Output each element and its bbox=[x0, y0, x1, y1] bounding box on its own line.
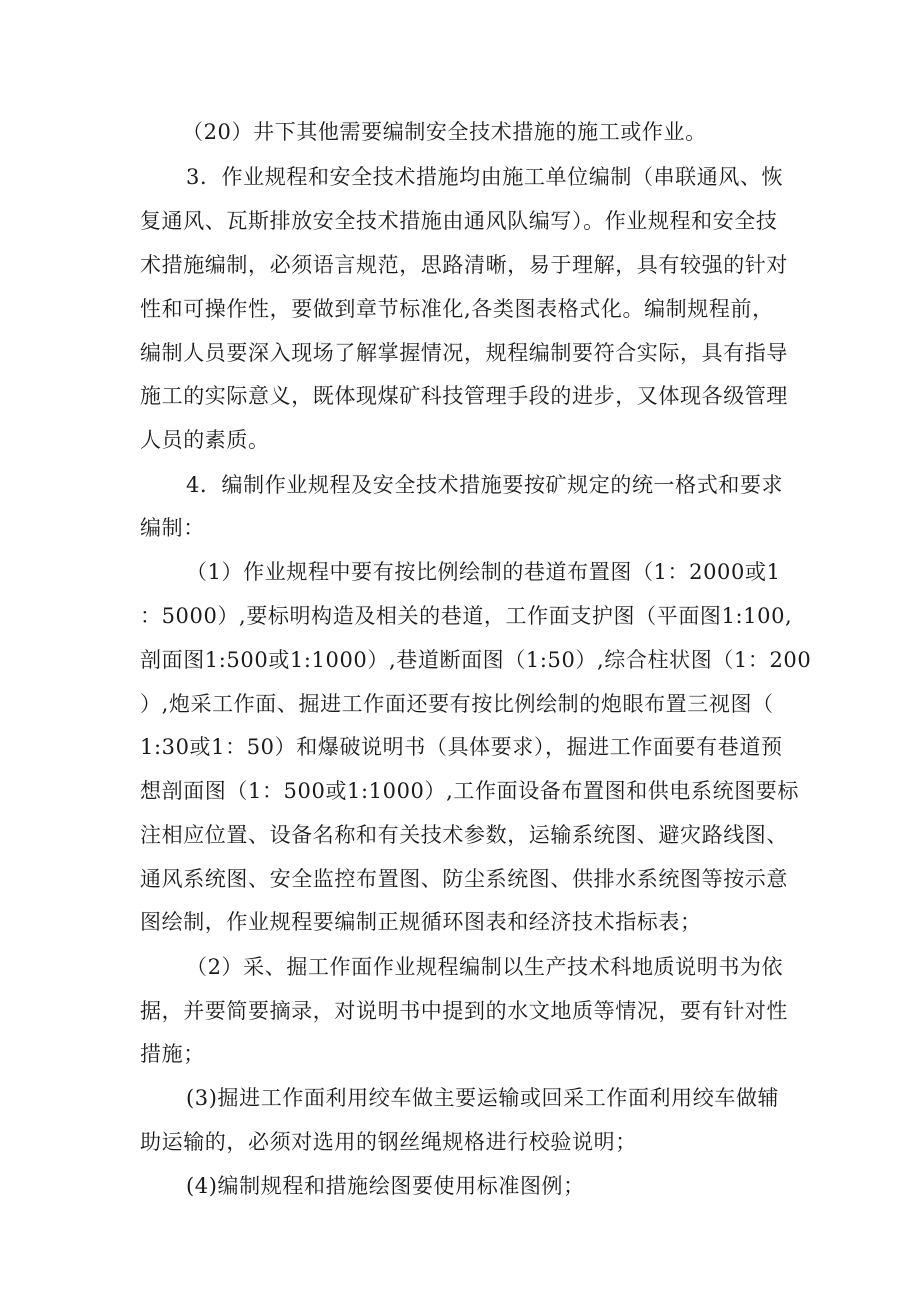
text-line: 人员的素质。 bbox=[140, 428, 270, 452]
text-line: 想剖面图（1：500或1:1000）,工作面设备布置图和供电系统图要标 bbox=[140, 779, 799, 803]
text-line: （20）井下其他需要编制安全技术措施的施工或作业。 bbox=[182, 120, 707, 144]
text-line: 施工的实际意义，既体现煤矿科技管理手段的进步，又体现各级管理 bbox=[140, 384, 788, 408]
text-line: 4．编制作业规程及安全技术措施要按矿规定的统一格式和要求 bbox=[186, 473, 784, 497]
text-line: 编制： bbox=[140, 516, 205, 540]
text-line: 术措施编制，必须语言规范，思路清晰，易于理解，具有较强的针对 bbox=[140, 253, 788, 277]
text-line: 图绘制，作业规程要编制正规循环图表和经济技术指标表； bbox=[140, 910, 702, 934]
text-line: ：5000）,要标明构造及相关的巷道，工作面支护图（平面图1:100, bbox=[140, 604, 793, 628]
text-line: 1:30或1：50）和爆破说明书（具体要求），掘进工作面要有巷道预 bbox=[140, 735, 783, 759]
text-line: 注相应位置、设备名称和有关技术参数，运输系统图、避灾路线图、 bbox=[140, 823, 788, 847]
text-line: 剖面图1:500或1:1000）,巷道断面图（1:50）,综合柱状图（1：200 bbox=[140, 648, 812, 672]
text-line: 通风系统图、安全监控布置图、防尘系统图、供排水系统图等按示意 bbox=[140, 867, 788, 891]
text-line: （2）采、掘工作面作业规程编制以生产技术科地质说明书为依 bbox=[186, 955, 784, 979]
text-line: 助运输的，必须对选用的钢丝绳规格进行校验说明； bbox=[140, 1130, 637, 1154]
text-line: ）,炮采工作面、掘进工作面还要有按比例绘制的炮眼布置三视图（ bbox=[140, 692, 774, 716]
text-line: 3．作业规程和安全技术措施均由施工单位编制（串联通风、恢 bbox=[186, 165, 784, 189]
text-line: (4)编制规程和措施绘图要使用标准图例； bbox=[186, 1174, 585, 1198]
text-line: 复通风、瓦斯排放安全技术措施由通风队编写）。作业规程和安全技 bbox=[140, 209, 778, 233]
text-line: 编制人员要深入现场了解掌握情况，规程编制要符合实际，具有指导 bbox=[140, 341, 788, 365]
text-line: (3)掘进工作面利用绞车做主要运输或回采工作面利用绞车做辅 bbox=[186, 1086, 780, 1110]
text-line: 措施； bbox=[140, 1042, 205, 1066]
text-line: 据，并要简要摘录，对说明书中提到的水文地质等情况，要有针对性 bbox=[140, 999, 788, 1023]
text-line: （1）作业规程中要有按比例绘制的巷道布置图（1：2000或1 bbox=[186, 560, 781, 584]
text-line: 性和可操作性，要做到章节标准化,各类图表格式化。编制规程前， bbox=[140, 297, 774, 321]
